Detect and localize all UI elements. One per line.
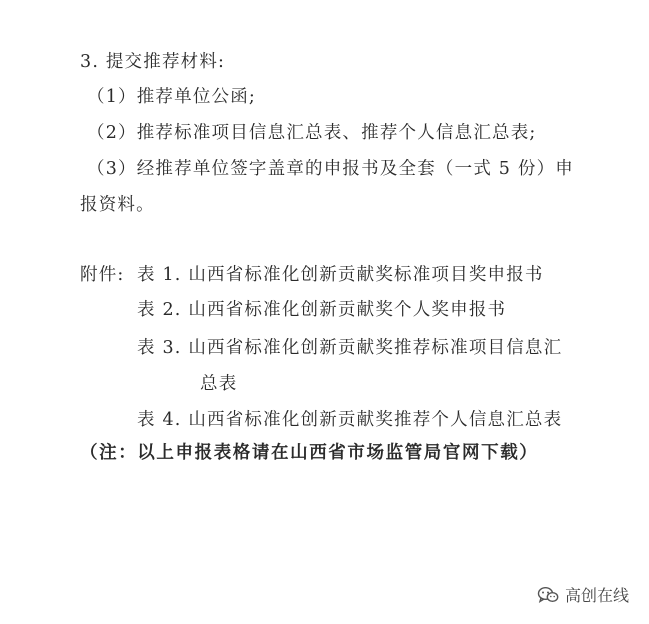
attachment-item: 表 1. 山西省标准化创新贡献奖标准项目奖申报书 xyxy=(137,265,544,285)
attachment-item: 表 3. 山西省标准化创新贡献奖推荐标准项目信息汇 xyxy=(137,338,563,358)
list-item: （1）推荐单位公函; xyxy=(87,87,257,107)
download-note: （注：以上申报表格请在山西省市场监管局官网下载） xyxy=(80,443,539,463)
wechat-icon xyxy=(537,586,559,604)
attachment-item: 表 4. 山西省标准化创新贡献奖推荐个人信息汇总表 xyxy=(137,410,563,430)
watermark xyxy=(537,583,629,606)
list-item: （3）经推荐单位签字盖章的申报书及全套（一式 5 份）申 xyxy=(87,159,574,179)
section-heading: 3. 提交推荐材料: xyxy=(80,52,226,72)
attachment-item: 表 2. 山西省标准化创新贡献奖个人奖申报书 xyxy=(137,300,507,320)
attachments-label: 附件: xyxy=(80,265,125,285)
list-item-continuation: 报资料。 xyxy=(80,195,155,215)
attachment-item-continuation: 总表 xyxy=(200,374,238,394)
list-item: （2）推荐标准项目信息汇总表、推荐个人信息汇总表; xyxy=(87,123,537,143)
watermark-text: 高创在线 xyxy=(564,586,629,605)
